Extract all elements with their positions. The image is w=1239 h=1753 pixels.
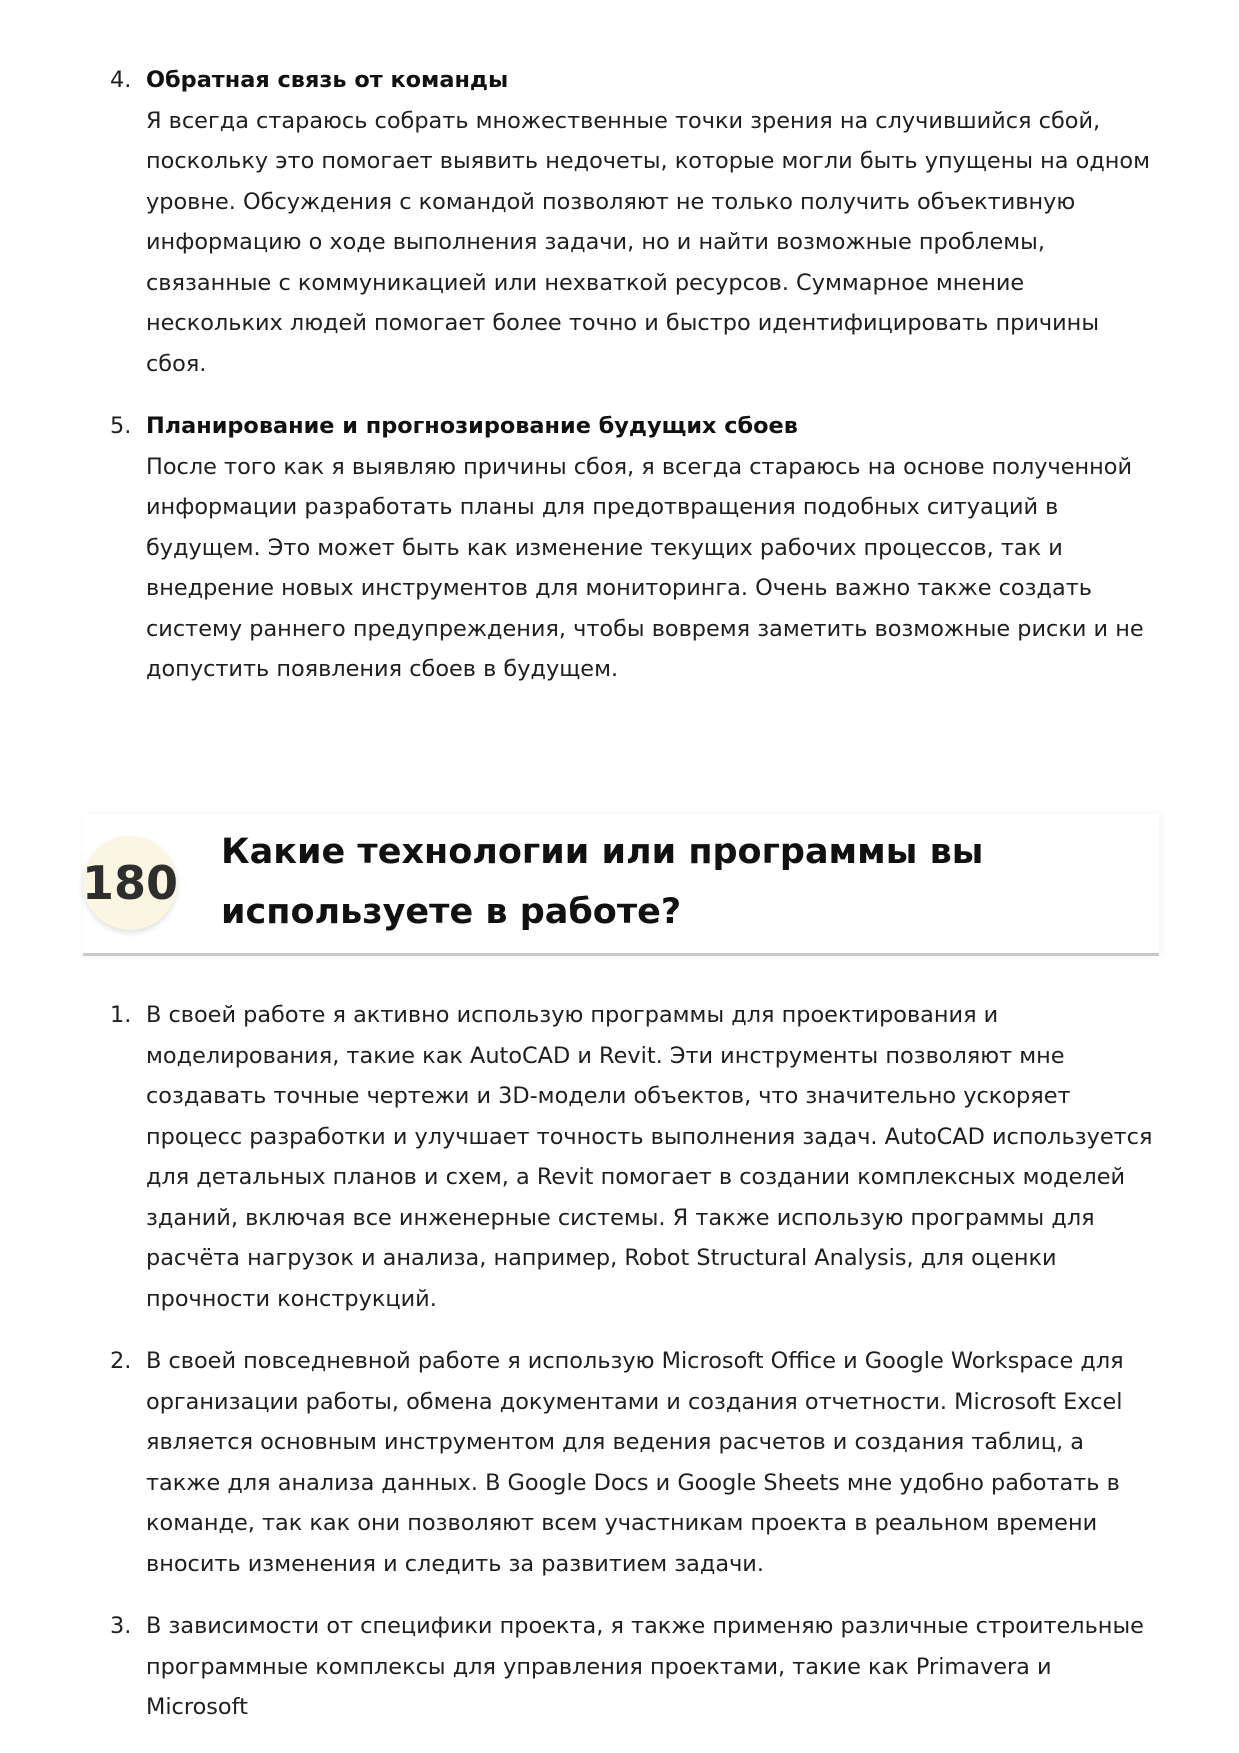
item-number: 1. [110,1002,132,1028]
answer-list [0,995,1239,1728]
item-number: 3. [110,1613,132,1639]
item-title: Планирование и прогнозирование будущих сбоев [146,413,798,439]
item-text: Я всегда стараюсь собрать множественные точки зрения на случившийся сбой, поскольку это помогает выявить недочеты, которые могли быть упущены на одном уровне. Обсуждения с командой позволяют не только получить объективную информацию о ходе выполнения задачи, но и найти возможные проблемы, связанные с коммуникацией или нехваткой ресурсов. Суммарное мнение нескольких людей помогает более точно и быстро идентифицировать причины сбоя. [146,107,1151,377]
item-text: В своей повседневной работе я использую Microsoft Office и Google Workspace для организации работы, обмена документами и создания отчетности. Microsoft Excel является основным инструментом для ведения расчетов и создания таблиц, а также для анализа данных. В Google Docs и Google Sheets мне удобно работать в команде, так как они позволяют всем участникам проекта в реальном времени вносить изменения и следить за развитием задачи. [146,1348,1124,1577]
list-item [0,60,1239,384]
list-item [0,995,1239,1319]
question-title: Какие технологии или программы вы используете в работе? [221,832,984,932]
item-text: После того как я выявляю причины сбоя, я всегда стараюсь на основе полученной информации разработать планы для предотвращения подобных ситуаций в будущем. Это может быть как изменение текущих рабочих процессов, так и внедрение новых инструментов для мониторинга. Очень важно также создать систему раннего предупреждения, чтобы вовремя заметить возможные риски и не допустить появления сбоев в будущем. [146,453,1144,682]
item-number: 4. [110,67,132,93]
list-item [0,1606,1239,1728]
item-text: В своей работе я активно использую программы для проектирования и моделирования, такие как AutoCAD и Revit. Эти инструменты позволяют мне создавать точные чертежи и 3D-модели объектов, что значительно ускоряет процесс разработки и улучшает точность выполнения задач. AutoCAD используется для детальных планов и схем, а Revit помогает в создании комплексных моделей зданий, включая все инженерные системы. Я также использую программы для расчёта нагрузок и анализа, например, Robot Structural Analysis, для оценки прочности конструкций. [146,1002,1153,1312]
list-item [0,1341,1239,1584]
list-item [0,406,1239,690]
item-number: 2. [110,1348,132,1374]
item-title: Обратная связь от команды [146,67,509,93]
question-number-badge: 180 [83,836,177,930]
question-header [83,814,1159,956]
top-list [0,60,1239,690]
item-number: 5. [110,413,132,439]
item-text: В зависимости от специфики проекта, я также применяю различные строительные программные комплексы для управления проектами, такие как Primavera и Microsoft [146,1613,1144,1720]
